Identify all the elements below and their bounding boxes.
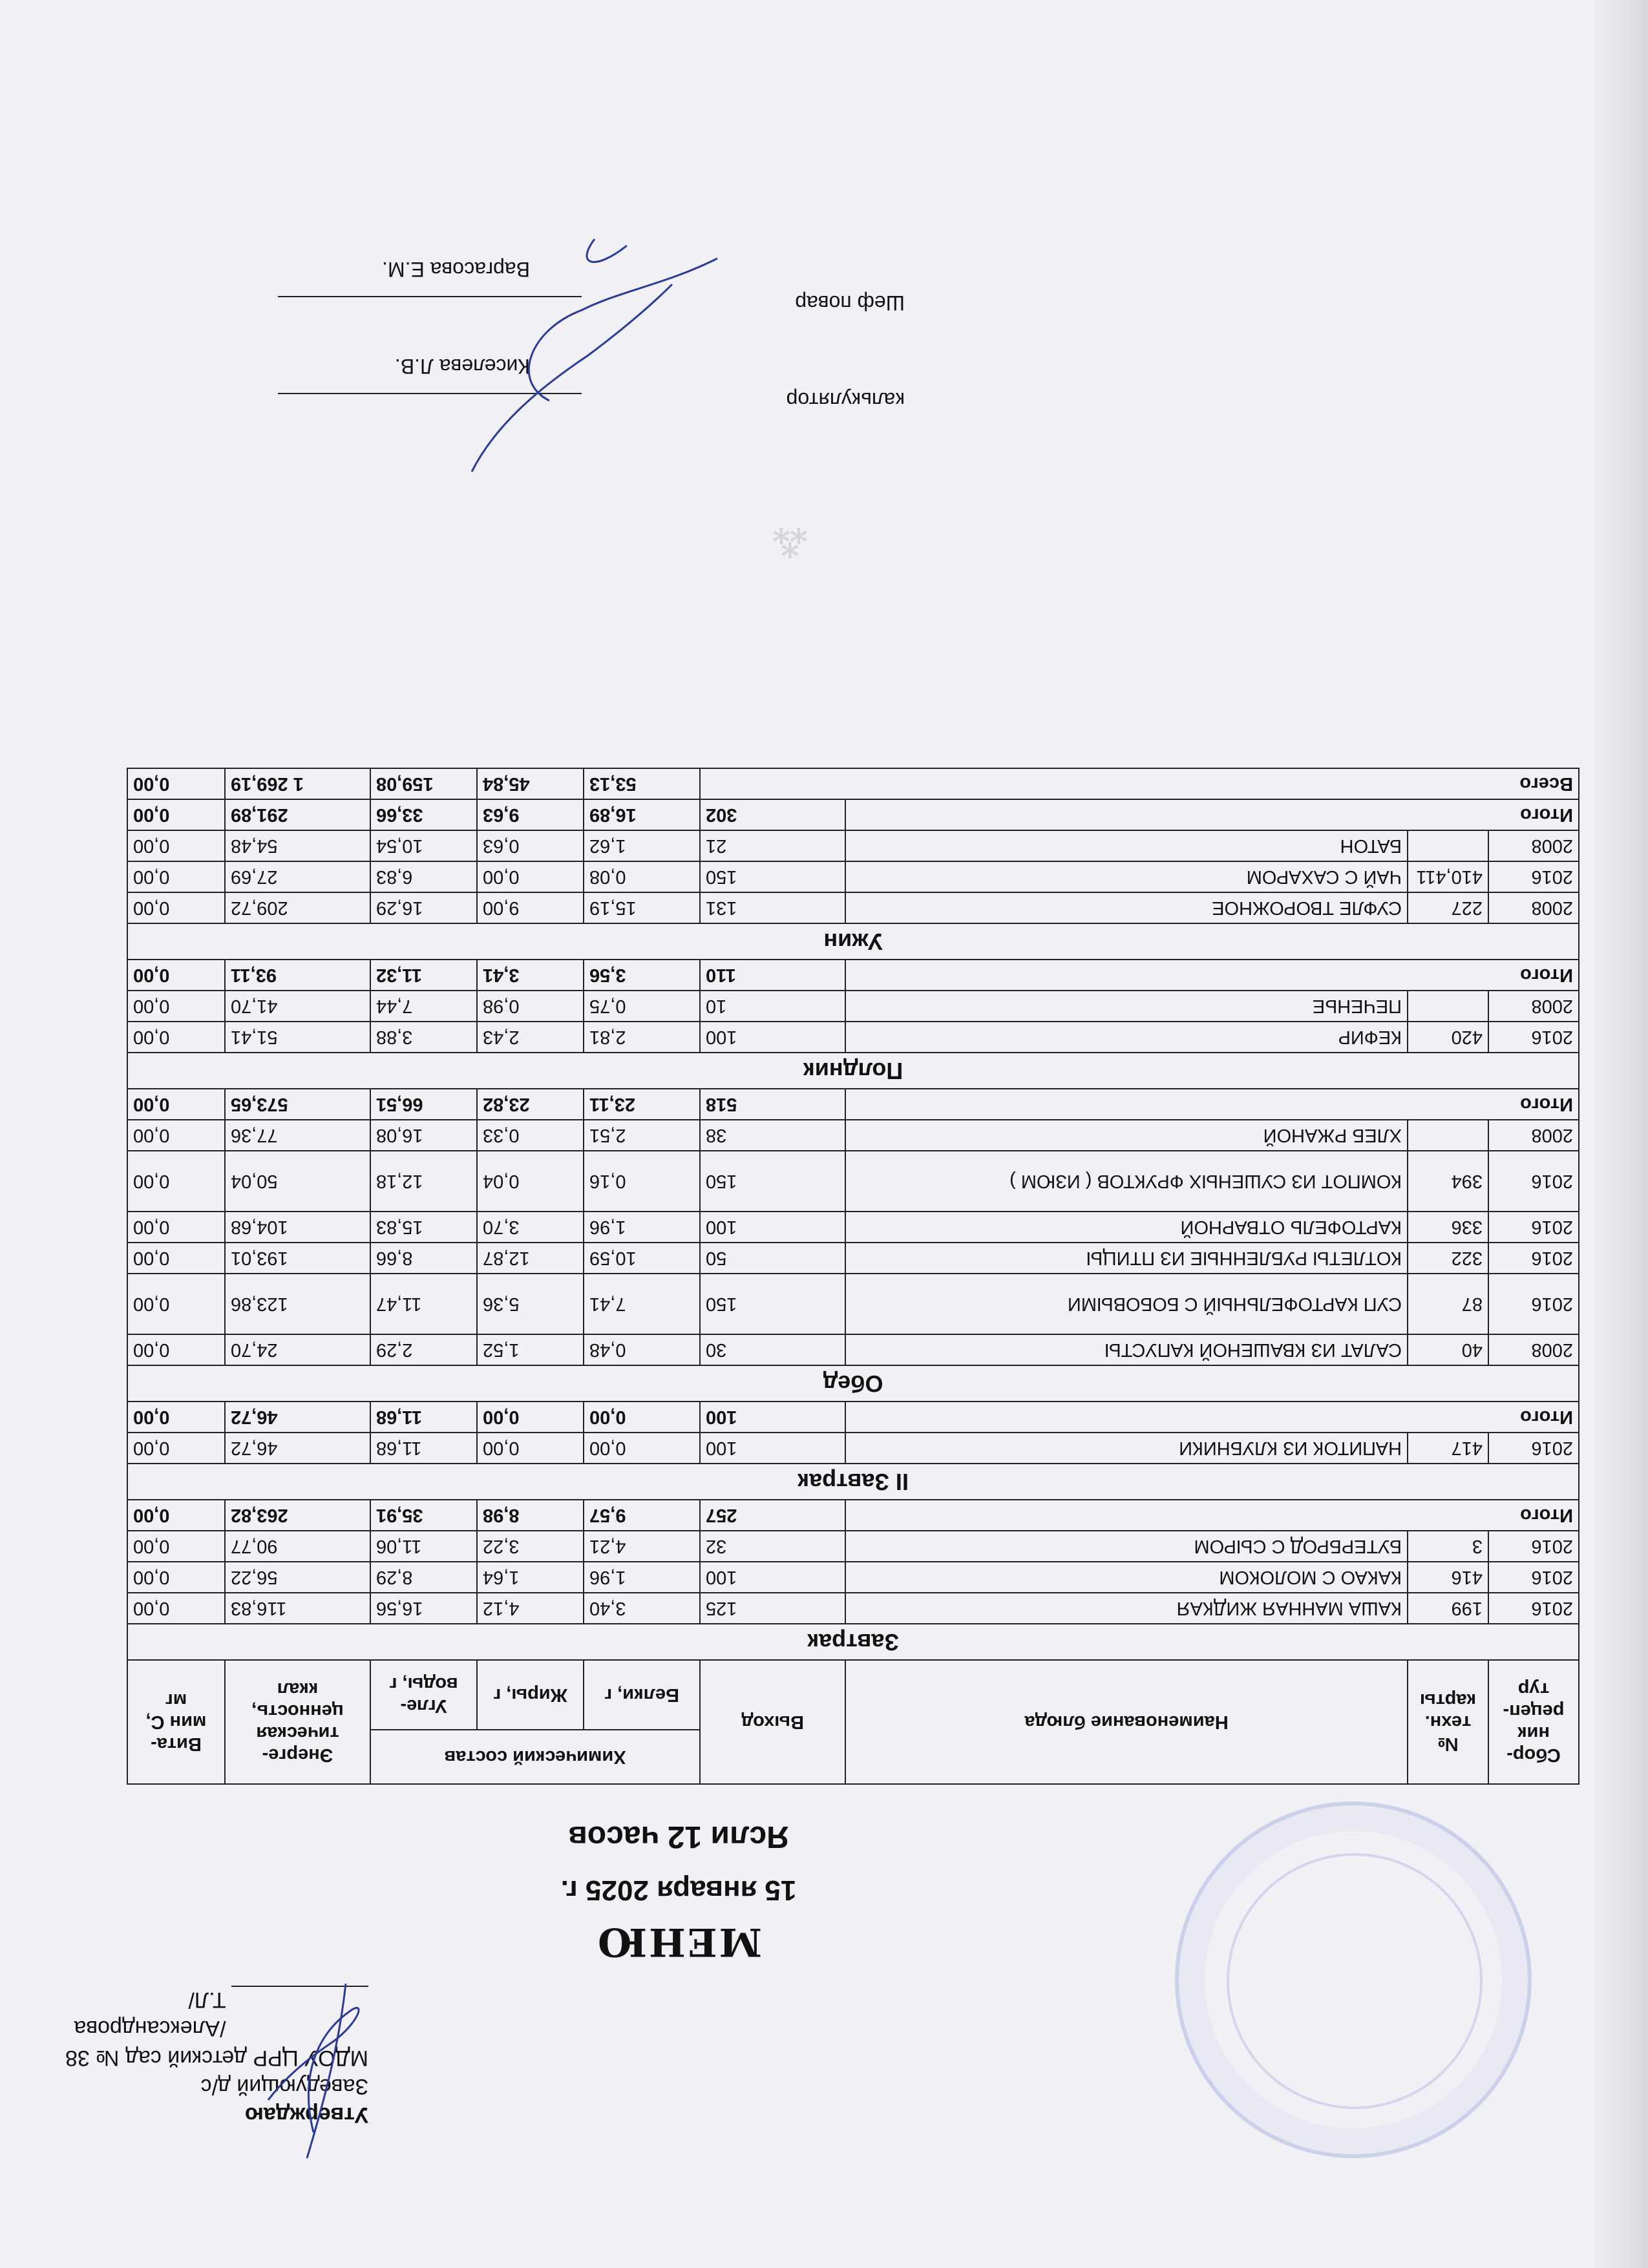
cell-protein: 0,48 [584, 1334, 700, 1365]
bleed-through-mark: ⁂ [772, 521, 808, 562]
total-vitc: 0,00 [127, 1089, 225, 1120]
total-vitc: 0,00 [127, 799, 225, 830]
cell-vitc: 0,00 [127, 892, 225, 923]
cell-vitc: 0,00 [127, 1151, 225, 1212]
round-seal-stamp [1175, 1801, 1532, 2158]
cell-vitc: 0,00 [127, 991, 225, 1022]
calculator-name: Киселева Л.В. [394, 355, 530, 378]
cell-collection: 2008 [1488, 1120, 1579, 1151]
total-carbs: 66,51 [370, 1089, 477, 1120]
total-vitc: 0,00 [127, 960, 225, 991]
cell-collection: 2016 [1488, 1274, 1579, 1334]
grand-total-label: Всего [700, 768, 1579, 799]
grand-total-carbs: 159,08 [370, 768, 477, 799]
cell-fat: 1,64 [477, 1562, 584, 1593]
table-row [127, 991, 1579, 1022]
cell-collection: 2016 [1488, 1433, 1579, 1464]
approval-title: Утверждаю [244, 2103, 368, 2127]
cell-yield: 10 [700, 991, 845, 1022]
table-row [127, 1334, 1579, 1365]
cell-protein: 3,40 [584, 1593, 700, 1624]
cell-card: 3 [1408, 1531, 1488, 1562]
table-row [127, 1593, 1579, 1624]
cell-carbs: 15,83 [370, 1212, 477, 1243]
cell-carbs: 10,54 [370, 830, 477, 861]
cell-protein: 10,59 [584, 1243, 700, 1274]
cell-dish: КОТЛЕТЫ РУБЛЕННЫЕ ИЗ ПТИЦЫ [845, 1243, 1408, 1274]
cell-yield: 30 [700, 1334, 845, 1365]
cell-card: 227 [1408, 892, 1488, 923]
col-vitc: Вита-мин С, мг [127, 1660, 225, 1784]
cell-yield: 38 [700, 1120, 845, 1151]
document-title: МЕНЮ [595, 1919, 763, 1964]
cell-card [1408, 1120, 1488, 1151]
table-row [127, 1151, 1579, 1212]
approval-line-1: Заведующий д/с [200, 2074, 368, 2099]
cell-protein: 2,81 [584, 1022, 700, 1053]
cell-fat: 0,04 [477, 1151, 584, 1212]
section-title: Ужин [127, 923, 1579, 960]
total-carbs: 11,32 [370, 960, 477, 991]
cell-collection: 2016 [1488, 861, 1579, 892]
total-protein: 9,57 [584, 1500, 700, 1531]
cell-energy: 56,22 [225, 1562, 370, 1593]
approval-line-2: МДОУ ЦРР детский сад № 38 [65, 2046, 368, 2070]
cell-vitc: 0,00 [127, 1334, 225, 1365]
total-yield: 110 [700, 960, 845, 991]
chef-role: Шеф повар [795, 291, 905, 315]
col-carbs: Угле-воды, г [370, 1660, 477, 1730]
total-fat: 9,63 [477, 799, 584, 830]
cell-yield: 150 [700, 861, 845, 892]
calculator-role: калькулятор [786, 388, 905, 412]
cell-energy: 90,77 [225, 1531, 370, 1562]
cell-yield: 131 [700, 892, 845, 923]
cell-vitc: 0,00 [127, 830, 225, 861]
total-energy: 263,82 [225, 1500, 370, 1531]
cell-collection: 2016 [1488, 1022, 1579, 1053]
cell-dish: ХЛЕБ РЖАНОЙ [845, 1120, 1408, 1151]
table-row [127, 1120, 1579, 1151]
col-fat: Жиры, г [477, 1660, 584, 1730]
cell-dish: КЕФИР [845, 1022, 1408, 1053]
section-total-row [127, 799, 1579, 830]
grand-total-energy: 1 269,19 [225, 768, 370, 799]
cell-protein: 1,96 [584, 1212, 700, 1243]
cell-dish: КАКАО С МОЛОКОМ [845, 1562, 1408, 1593]
grand-total-protein: 53,13 [584, 768, 700, 799]
cell-collection: 2016 [1488, 1531, 1579, 1562]
cell-card: 416 [1408, 1562, 1488, 1593]
table-row [127, 1243, 1579, 1274]
cell-collection: 2016 [1488, 1562, 1579, 1593]
col-protein: Белки, г [584, 1660, 700, 1730]
cell-protein: 0,75 [584, 991, 700, 1022]
cell-vitc: 0,00 [127, 1433, 225, 1464]
col-collection: Сбор-ник рецеп-тур [1488, 1660, 1579, 1784]
cell-dish: БАТОН [845, 830, 1408, 861]
cell-energy: 193,01 [225, 1243, 370, 1274]
cell-collection: 2008 [1488, 892, 1579, 923]
section-total-row [127, 960, 1579, 991]
menu-table-body [127, 768, 1579, 1660]
signature-scribble-icon [242, 1977, 423, 2171]
cell-dish: НАПИТОК ИЗ КЛУБНИКИ [845, 1433, 1408, 1464]
total-energy: 93,11 [225, 960, 370, 991]
grand-total-vitc: 0,00 [127, 768, 225, 799]
cell-vitc: 0,00 [127, 1212, 225, 1243]
cell-energy: 116,83 [225, 1593, 370, 1624]
cell-collection: 2016 [1488, 1593, 1579, 1624]
cell-card: 40 [1408, 1334, 1488, 1365]
cell-dish: ЧАЙ С САХАРОМ [845, 861, 1408, 892]
cell-fat: 3,70 [477, 1212, 584, 1243]
total-fat: 23,82 [477, 1089, 584, 1120]
col-dish: Наименование блюда [845, 1660, 1408, 1784]
cell-carbs: 11,06 [370, 1531, 477, 1562]
cell-dish: СУП КАРТОФЕЛЬНЫЙ С БОБОВЫМИ [845, 1274, 1408, 1334]
total-label: Итого [845, 799, 1579, 830]
total-protein: 3,56 [584, 960, 700, 991]
section-title: Обед [127, 1365, 1579, 1402]
cell-fat: 12,87 [477, 1243, 584, 1274]
cell-fat: 0,00 [477, 861, 584, 892]
table-row [127, 1022, 1579, 1053]
table-row [127, 1531, 1579, 1562]
cell-dish: БУТЕРБРОД С СЫРОМ [845, 1531, 1408, 1562]
cell-yield: 32 [700, 1531, 845, 1562]
cell-energy: 54,48 [225, 830, 370, 861]
cell-carbs: 16,29 [370, 892, 477, 923]
total-label: Итого [845, 1500, 1579, 1531]
cell-fat: 0,63 [477, 830, 584, 861]
cell-yield: 100 [700, 1022, 845, 1053]
total-protein: 0,00 [584, 1402, 700, 1433]
cell-energy: 104,68 [225, 1212, 370, 1243]
col-card: № техн. карты [1408, 1660, 1488, 1784]
table-row [127, 861, 1579, 892]
cell-card [1408, 830, 1488, 861]
total-vitc: 0,00 [127, 1402, 225, 1433]
cell-card: 336 [1408, 1212, 1488, 1243]
table-row [127, 1562, 1579, 1593]
section-row [127, 1624, 1579, 1660]
cell-fat: 1,52 [477, 1334, 584, 1365]
table-row [127, 1274, 1579, 1334]
cell-collection: 2016 [1488, 1151, 1579, 1212]
cell-protein: 0,08 [584, 861, 700, 892]
cell-protein: 0,16 [584, 1151, 700, 1212]
cell-yield: 150 [700, 1151, 845, 1212]
cell-yield: 150 [700, 1274, 845, 1334]
table-row [127, 892, 1579, 923]
cell-energy: 51,41 [225, 1022, 370, 1053]
cell-carbs: 8,66 [370, 1243, 477, 1274]
col-chem-group: Химический состав [370, 1730, 700, 1784]
cell-carbs: 6,83 [370, 861, 477, 892]
grand-total-row [127, 768, 1579, 799]
chef-name: Варгасова Е.М. [382, 258, 530, 281]
cell-vitc: 0,00 [127, 1531, 225, 1562]
cell-energy: 77,36 [225, 1120, 370, 1151]
cell-carbs: 16,08 [370, 1120, 477, 1151]
total-fat: 8,98 [477, 1500, 584, 1531]
table-row [127, 830, 1579, 861]
cell-dish: КАША МАННАЯ ЖИДКАЯ [845, 1593, 1408, 1624]
col-yield: Выход [700, 1660, 845, 1784]
approval-signer: /Александрова Т.Л/ [74, 1988, 226, 2041]
cell-energy: 41,70 [225, 991, 370, 1022]
total-energy: 291,89 [225, 799, 370, 830]
cell-vitc: 0,00 [127, 1120, 225, 1151]
cell-card: 410,411 [1408, 861, 1488, 892]
cell-dish: САЛАТ ИЗ КВАШЕНОЙ КАПУСТЫ [845, 1334, 1408, 1365]
scanner-edge-shadow [1590, 0, 1648, 2268]
grand-total-fat: 45,84 [477, 768, 584, 799]
cell-dish: ПЕЧЕНЬЕ [845, 991, 1408, 1022]
total-protein: 16,89 [584, 799, 700, 830]
cell-energy: 209,72 [225, 892, 370, 923]
cell-fat: 9,00 [477, 892, 584, 923]
cell-carbs: 8,29 [370, 1562, 477, 1593]
cell-energy: 123,86 [225, 1274, 370, 1334]
col-energy: Энерге-тическая ценность, ккал [225, 1660, 370, 1784]
cell-collection: 2008 [1488, 830, 1579, 861]
section-row [127, 1365, 1579, 1402]
cell-collection: 2016 [1488, 1212, 1579, 1243]
cell-energy: 46,72 [225, 1433, 370, 1464]
cell-fat: 5,36 [477, 1274, 584, 1334]
cell-dish: СУФЛЕ ТВОРОЖНОЕ [845, 892, 1408, 923]
cell-vitc: 0,00 [127, 1562, 225, 1593]
cell-collection: 2008 [1488, 991, 1579, 1022]
cell-protein: 15,19 [584, 892, 700, 923]
cell-dish: КАРТОФЕЛЬ ОТВАРНОЙ [845, 1212, 1408, 1243]
table-header-row [127, 1730, 1579, 1784]
cell-yield: 125 [700, 1593, 845, 1624]
menu-date: 15 января 2025 г. [560, 1874, 797, 1906]
section-total-row [127, 1500, 1579, 1531]
cell-protein: 2,51 [584, 1120, 700, 1151]
cell-card: 199 [1408, 1593, 1488, 1624]
cell-carbs: 2,29 [370, 1334, 477, 1365]
cell-collection: 2016 [1488, 1243, 1579, 1274]
section-title: II Завтрак [127, 1464, 1579, 1500]
total-protein: 23,11 [584, 1089, 700, 1120]
cell-card [1408, 991, 1488, 1022]
cell-card: 87 [1408, 1274, 1488, 1334]
section-row [127, 1053, 1579, 1089]
total-label: Итого [845, 1089, 1579, 1120]
cell-carbs: 12,18 [370, 1151, 477, 1212]
cell-protein: 4,21 [584, 1531, 700, 1562]
cell-protein: 7,41 [584, 1274, 700, 1334]
cell-yield: 100 [700, 1433, 845, 1464]
cell-card: 417 [1408, 1433, 1488, 1464]
cell-fat: 3,22 [477, 1531, 584, 1562]
cell-yield: 21 [700, 830, 845, 861]
total-energy: 46,72 [225, 1402, 370, 1433]
total-carbs: 33,66 [370, 799, 477, 830]
total-yield: 518 [700, 1089, 845, 1120]
total-yield: 302 [700, 799, 845, 830]
total-fat: 0,00 [477, 1402, 584, 1433]
total-yield: 100 [700, 1402, 845, 1433]
cell-energy: 27,69 [225, 861, 370, 892]
cell-vitc: 0,00 [127, 1022, 225, 1053]
menu-table [127, 768, 1579, 1785]
cell-carbs: 3,88 [370, 1022, 477, 1053]
signature-scribble-icon [381, 207, 743, 478]
total-fat: 3,41 [477, 960, 584, 991]
cell-vitc: 0,00 [127, 1274, 225, 1334]
cell-protein: 0,00 [584, 1433, 700, 1464]
cell-yield: 50 [700, 1243, 845, 1274]
cell-yield: 100 [700, 1562, 845, 1593]
total-yield: 257 [700, 1500, 845, 1531]
section-title: Полдник [127, 1053, 1579, 1089]
total-label: Итого [845, 960, 1579, 991]
total-carbs: 35,91 [370, 1500, 477, 1531]
table-row [127, 1212, 1579, 1243]
cell-carbs: 11,68 [370, 1433, 477, 1464]
section-total-row [127, 1402, 1579, 1433]
cell-vitc: 0,00 [127, 1243, 225, 1274]
total-vitc: 0,00 [127, 1500, 225, 1531]
section-total-row [127, 1089, 1579, 1120]
cell-carbs: 16,56 [370, 1593, 477, 1624]
cell-fat: 0,00 [477, 1433, 584, 1464]
cell-protein: 1,96 [584, 1562, 700, 1593]
cell-energy: 50,04 [225, 1151, 370, 1212]
table-row [127, 1433, 1579, 1464]
group-name: Ясли 12 часов [568, 1820, 789, 1854]
section-title: Завтрак [127, 1624, 1579, 1660]
cell-collection: 2008 [1488, 1334, 1579, 1365]
cell-carbs: 7,44 [370, 991, 477, 1022]
cell-vitc: 0,00 [127, 861, 225, 892]
cell-yield: 100 [700, 1212, 845, 1243]
cell-card: 420 [1408, 1022, 1488, 1053]
cell-fat: 0,33 [477, 1120, 584, 1151]
cell-fat: 0,98 [477, 991, 584, 1022]
section-row [127, 1464, 1579, 1500]
section-row [127, 923, 1579, 960]
cell-card: 394 [1408, 1151, 1488, 1212]
total-carbs: 11,68 [370, 1402, 477, 1433]
cell-vitc: 0,00 [127, 1593, 225, 1624]
cell-protein: 1,62 [584, 830, 700, 861]
cell-dish: КОМПОТ ИЗ СУШЕНЫХ ФРУКТОВ ( ИЗЮМ ) [845, 1151, 1408, 1212]
cell-fat: 4,12 [477, 1593, 584, 1624]
total-label: Итого [845, 1402, 1579, 1433]
cell-card: 322 [1408, 1243, 1488, 1274]
cell-energy: 24,70 [225, 1334, 370, 1365]
cell-carbs: 11,47 [370, 1274, 477, 1334]
cell-fat: 2,43 [477, 1022, 584, 1053]
total-energy: 573,65 [225, 1089, 370, 1120]
